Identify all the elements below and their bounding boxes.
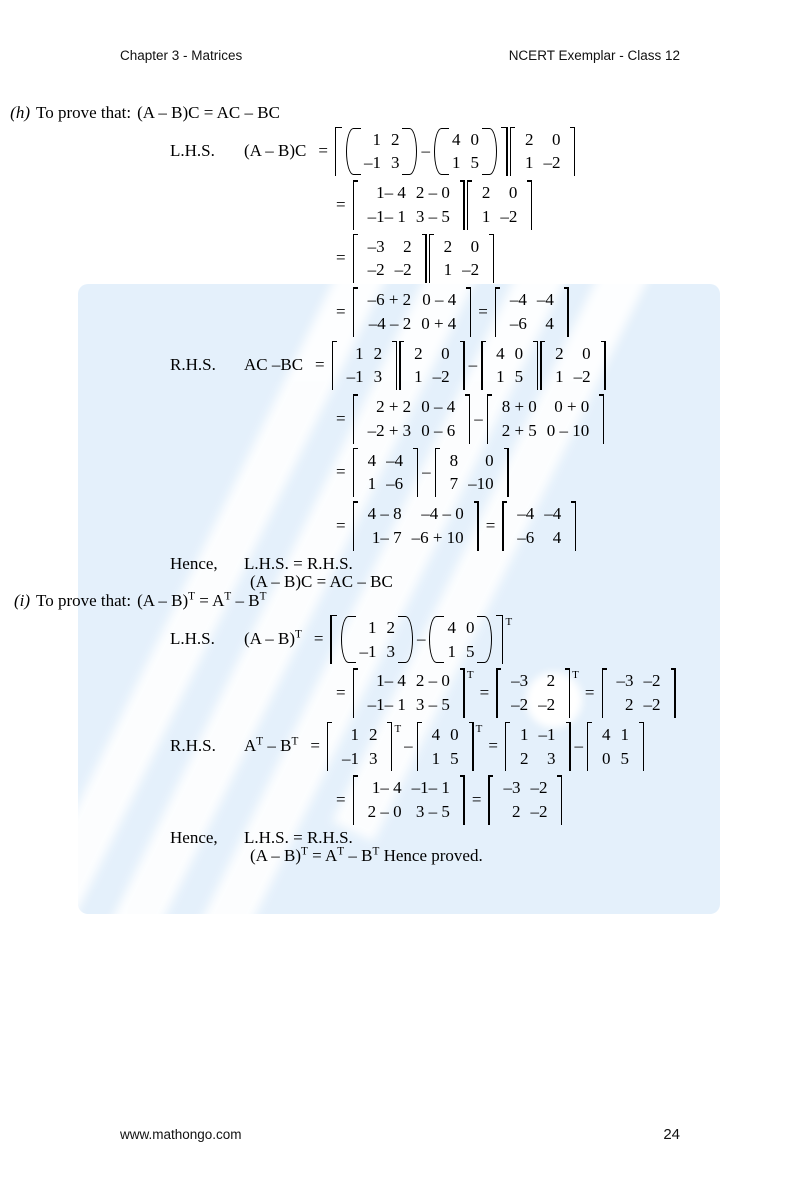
matrix-cell: 2 bbox=[481, 183, 491, 203]
matrix-cell: 4 bbox=[451, 129, 461, 149]
matrix-cell: 3 bbox=[547, 748, 556, 768]
matrix-C bbox=[510, 127, 576, 177]
rhs-expression-i: $A^T - B^T$ bbox=[244, 735, 299, 756]
matrix-B bbox=[429, 615, 492, 665]
matrix-cell: 0 – 4 bbox=[421, 397, 456, 417]
matrix-cell: 0 + 4 bbox=[421, 313, 457, 333]
matrix-A-minus-B-steps bbox=[353, 180, 465, 230]
matrix-cell: 2 bbox=[555, 343, 564, 363]
section-h-step3-line bbox=[0, 234, 800, 284]
matrix-cell: –2 bbox=[643, 671, 661, 691]
section-i-statement-prefix: To prove that: bbox=[36, 591, 132, 611]
matrix-cell: –4 – 0 bbox=[421, 504, 464, 524]
header-chapter-title: Chapter 3 - Matrices bbox=[120, 48, 243, 63]
section-i-step4-line bbox=[0, 775, 800, 825]
matrix-cell: –1– 1 bbox=[367, 695, 406, 714]
matrix-cell: 1 bbox=[620, 724, 629, 744]
section-h-rhs-line bbox=[0, 341, 800, 391]
equals-sign: = bbox=[471, 789, 482, 809]
conclusion-h: (A – B)C = AC – BC bbox=[250, 572, 393, 592]
matrix-cell: 3 bbox=[373, 367, 383, 387]
matrix-cell: 2 bbox=[368, 724, 378, 744]
matrix-cell: 0 – 4 bbox=[422, 290, 457, 310]
matrix-cell: 5 bbox=[470, 153, 479, 173]
matrix-cell: –2 bbox=[367, 260, 385, 280]
matrix-h-final-steps bbox=[353, 501, 479, 551]
minus-sign: – bbox=[421, 141, 430, 161]
matrix-cell: 7 bbox=[449, 474, 459, 494]
matrix-B bbox=[481, 341, 538, 391]
matrix-h-product-steps bbox=[353, 287, 472, 337]
matrix-B bbox=[434, 127, 497, 177]
matrix-A-minus-B-value bbox=[353, 234, 427, 284]
matrix-A bbox=[332, 341, 398, 391]
matrix-cell: –1– 1 bbox=[411, 778, 450, 798]
equals-sign: = bbox=[336, 408, 346, 428]
section-h-conclusion-line bbox=[0, 573, 800, 592]
matrix-cell: –2 bbox=[432, 367, 450, 387]
section-i-lhs-line bbox=[0, 615, 800, 665]
matrix-A-minus-B-steps bbox=[353, 668, 465, 718]
page-number: 24 bbox=[663, 1126, 680, 1143]
matrix-cell: 4 bbox=[545, 313, 554, 333]
matrix-cell: 1 bbox=[355, 343, 364, 363]
matrix-C bbox=[429, 234, 495, 284]
matrix-cell: 4 bbox=[496, 343, 505, 363]
matrix-cell: –2 bbox=[394, 260, 412, 280]
matrix-A-minus-B-transposed bbox=[602, 668, 676, 718]
matrix-cell: 1– 7 bbox=[371, 527, 402, 547]
matrix-i-final-steps bbox=[353, 775, 465, 825]
transpose-exponent: T bbox=[394, 722, 402, 735]
matrix-cell: 0 bbox=[582, 343, 591, 363]
matrix-cell: 0 bbox=[602, 748, 611, 768]
matrix-cell: 0 – 6 bbox=[421, 420, 456, 440]
matrix-cell: –2 bbox=[500, 206, 518, 226]
matrix-cell: 1 bbox=[496, 367, 505, 387]
matrix-cell: –1 bbox=[346, 367, 364, 387]
matrix-C bbox=[540, 341, 606, 391]
matrix-cell: 2 bbox=[443, 236, 453, 256]
matrix-cell: –6 bbox=[509, 313, 527, 333]
matrix-cell: 1– 4 bbox=[371, 778, 402, 798]
matrix-cell: 1 bbox=[524, 153, 534, 173]
matrix-AC-steps bbox=[353, 394, 471, 444]
matrix-cell: 2 bbox=[386, 617, 395, 637]
matrix-cell: –2 bbox=[530, 778, 548, 798]
section-i-step2-line bbox=[0, 668, 800, 718]
equals-sign: = bbox=[485, 515, 496, 535]
matrix-cell: –2 bbox=[530, 802, 548, 821]
lhs-label-i: L.H.S. bbox=[170, 629, 215, 649]
equals-sign: = bbox=[315, 355, 325, 375]
matrix-cell: 1– 4 bbox=[376, 671, 406, 691]
matrix-cell: –2 bbox=[573, 367, 591, 387]
equals-sign: = bbox=[318, 141, 328, 161]
matrix-C bbox=[399, 341, 465, 391]
bracket-left bbox=[335, 127, 344, 177]
matrix-cell: 2 bbox=[414, 343, 423, 363]
minus-sign: – bbox=[404, 736, 413, 756]
equals-sign: = bbox=[336, 515, 346, 535]
matrix-cell: –6 bbox=[386, 474, 404, 494]
matrix-cell: 2 + 2 bbox=[376, 397, 412, 417]
minus-sign: – bbox=[468, 355, 478, 375]
matrix-cell: 1 bbox=[520, 724, 529, 744]
matrix-cell: 0 bbox=[485, 450, 494, 470]
section-i-conclusion-line bbox=[0, 847, 800, 866]
section-h-step5-line bbox=[0, 394, 800, 444]
rhs-label-i: R.H.S. bbox=[170, 736, 216, 756]
matrix-i-rhs-result bbox=[488, 775, 562, 825]
matrix-BC-steps bbox=[487, 394, 605, 444]
matrix-B-transposed bbox=[587, 722, 644, 772]
matrix-h-rhs-result bbox=[502, 501, 576, 551]
equals-sign: = bbox=[478, 301, 488, 321]
matrix-cell: 0 bbox=[441, 343, 450, 363]
transpose-exponent: T bbox=[466, 669, 474, 682]
section-marker-i: (i) bbox=[13, 591, 30, 611]
matrix-cell: 5 bbox=[620, 748, 629, 768]
equals-sign: = bbox=[336, 248, 346, 268]
matrix-cell: 8 + 0 bbox=[501, 397, 537, 417]
matrix-cell: 2 bbox=[524, 129, 534, 149]
matrix-cell: 0 bbox=[514, 343, 524, 363]
matrix-cell: 0 bbox=[470, 129, 479, 149]
equals-sign: = bbox=[336, 194, 346, 214]
equals-sign: = bbox=[310, 736, 320, 756]
section-h-step7-line bbox=[0, 501, 800, 551]
matrix-A-minus-B-value bbox=[496, 668, 570, 718]
matrix-cell: 0 + 0 bbox=[554, 397, 590, 417]
matrix-cell: –1 bbox=[363, 153, 381, 173]
matrix-cell: –6 + 10 bbox=[411, 527, 464, 547]
transpose-exponent: T bbox=[475, 722, 483, 735]
matrix-cell: –4 – 2 bbox=[368, 313, 412, 333]
matrix-cell: 5 bbox=[514, 367, 524, 387]
minus-sign: – bbox=[416, 629, 426, 649]
matrix-cell: 4 bbox=[431, 724, 441, 744]
matrix-cell: 2 bbox=[625, 695, 634, 714]
matrix-cell: 0 bbox=[508, 183, 518, 203]
matrix-cell: 4 bbox=[447, 617, 456, 637]
matrix-cell: 1 bbox=[447, 641, 456, 661]
matrix-h-lhs-result bbox=[495, 287, 569, 337]
matrix-cell: 3 – 5 bbox=[415, 802, 450, 821]
matrix-cell: 2 bbox=[520, 748, 529, 768]
matrix-cell: –4 bbox=[544, 504, 562, 524]
section-i-statement-line bbox=[0, 592, 800, 611]
matrix-cell: 8 bbox=[449, 450, 459, 470]
matrix-cell: 2 – 0 bbox=[415, 671, 450, 691]
conclusion-i: $(A - B)^T = A^T - B^T$ Hence proved. bbox=[250, 845, 483, 866]
matrix-cell: 5 bbox=[465, 641, 475, 661]
matrix-cell: 0 – 10 bbox=[546, 420, 590, 440]
page-footer bbox=[120, 1126, 680, 1143]
equals-sign: = bbox=[313, 629, 324, 649]
matrix-cell: –3 bbox=[616, 671, 634, 691]
matrix-cell: –10 bbox=[468, 474, 494, 494]
matrix-cell: 0 bbox=[551, 129, 561, 149]
matrix-cell: 4 bbox=[552, 527, 562, 547]
rhs-label-h: R.H.S. bbox=[170, 355, 216, 375]
matrix-cell: 4 bbox=[367, 450, 377, 470]
equals-sign: = bbox=[336, 462, 346, 482]
outer-bracket-group bbox=[335, 127, 508, 177]
section-h-step2-line bbox=[0, 180, 800, 230]
matrix-cell: –2 bbox=[538, 695, 556, 714]
rhs-expression-h: AC –BC bbox=[244, 355, 304, 375]
matrix-cell: 1 bbox=[414, 367, 423, 387]
matrix-A bbox=[346, 127, 418, 177]
document-body bbox=[0, 104, 800, 866]
matrix-cell: 1 bbox=[481, 206, 491, 226]
hence-label-i: Hence, bbox=[170, 827, 218, 847]
equals-sign: = bbox=[488, 736, 498, 756]
matrix-cell: 2 – 0 bbox=[415, 183, 450, 203]
matrix-cell: 1 bbox=[372, 129, 381, 149]
section-h-lhs-line bbox=[0, 127, 800, 177]
matrix-B bbox=[417, 722, 474, 772]
matrix-AC-value bbox=[353, 448, 419, 498]
section-i-rhs-line bbox=[0, 722, 800, 772]
matrix-cell: 2 bbox=[403, 236, 412, 256]
matrix-cell: –1– 1 bbox=[367, 206, 406, 226]
matrix-cell: –4 bbox=[509, 290, 527, 310]
section-i-statement: $(A - B)^T = A^T - B^T$ bbox=[137, 590, 267, 611]
matrix-cell: –2 bbox=[511, 695, 529, 714]
matrix-cell: 1– 4 bbox=[376, 183, 406, 203]
matrix-A bbox=[327, 722, 393, 772]
matrix-cell: 1 bbox=[451, 153, 461, 173]
matrix-A bbox=[341, 615, 413, 665]
matrix-cell: 5 bbox=[450, 748, 459, 768]
matrix-cell: 2 bbox=[390, 129, 400, 149]
matrix-cell: –3 bbox=[367, 236, 385, 256]
bracket-left bbox=[330, 615, 339, 665]
matrix-cell: 3 – 5 bbox=[415, 206, 450, 226]
minus-sign: – bbox=[422, 462, 431, 482]
lhs-label-h: L.H.S. bbox=[170, 141, 215, 161]
matrix-cell: 1 bbox=[555, 367, 564, 387]
matrix-cell: –6 + 2 bbox=[367, 290, 412, 310]
matrix-cell: –4 bbox=[517, 504, 535, 524]
matrix-cell: 3 bbox=[386, 641, 395, 661]
matrix-cell: 1 bbox=[443, 260, 453, 280]
matrix-cell: –4 bbox=[536, 290, 554, 310]
section-h-statement: (A – B)C = AC – BC bbox=[137, 103, 280, 122]
matrix-cell: 0 bbox=[465, 617, 475, 637]
matrix-cell: –2 bbox=[643, 695, 661, 714]
minus-sign: – bbox=[574, 736, 583, 756]
matrix-cell: –3 bbox=[503, 778, 521, 798]
matrix-cell: –1 bbox=[538, 724, 556, 744]
section-marker-h: (h) bbox=[10, 103, 30, 122]
matrix-cell: –2 bbox=[462, 260, 480, 280]
matrix-cell: 2 + 5 bbox=[501, 420, 537, 440]
matrix-cell: –1 bbox=[359, 641, 377, 661]
transpose-exponent: T bbox=[572, 669, 579, 682]
matrix-A-transposed bbox=[505, 722, 571, 772]
hence-equation-h: L.H.S. = R.H.S. bbox=[244, 553, 353, 573]
outer-bracket-group bbox=[330, 615, 503, 665]
matrix-cell: 4 – 8 bbox=[367, 504, 402, 524]
section-h-hence-line bbox=[0, 555, 800, 574]
bracket-right bbox=[499, 127, 508, 177]
hence-equation-i: L.H.S. = R.H.S. bbox=[244, 827, 353, 847]
hence-label-h: Hence, bbox=[170, 553, 218, 573]
equals-sign: = bbox=[336, 682, 346, 702]
matrix-cell: 0 bbox=[470, 236, 480, 256]
matrix-cell: –4 bbox=[386, 450, 404, 470]
matrix-cell: –6 bbox=[517, 527, 535, 547]
matrix-cell: 3 bbox=[390, 153, 400, 173]
lhs-expression-i: (A – B)$^T$ bbox=[244, 628, 302, 649]
matrix-cell: –2 + 3 bbox=[367, 420, 412, 440]
section-h-statement-prefix: To prove that: bbox=[36, 103, 132, 122]
footer-website: www.mathongo.com bbox=[120, 1127, 242, 1142]
equals-sign: = bbox=[336, 301, 346, 321]
page-header bbox=[120, 48, 680, 63]
matrix-cell: 0 bbox=[450, 724, 459, 744]
matrix-cell: 1 bbox=[367, 474, 377, 494]
matrix-C bbox=[467, 180, 533, 230]
matrix-cell: 2 bbox=[373, 343, 383, 363]
matrix-cell: 4 bbox=[602, 724, 611, 744]
section-h-step6-line bbox=[0, 448, 800, 498]
matrix-cell: 3 bbox=[368, 748, 378, 768]
matrix-cell: 2 bbox=[511, 802, 521, 821]
equals-sign: = bbox=[479, 682, 490, 702]
matrix-BC-value bbox=[435, 448, 509, 498]
matrix-cell: –1 bbox=[341, 748, 359, 768]
minus-sign: – bbox=[474, 408, 483, 428]
matrix-cell: –3 bbox=[511, 671, 529, 691]
matrix-cell: 1 bbox=[431, 748, 441, 768]
equals-sign: = bbox=[336, 789, 346, 809]
section-i-hence-line bbox=[0, 829, 800, 848]
matrix-cell: 1 bbox=[367, 617, 377, 637]
lhs-expression-h: (A – B)C bbox=[244, 141, 307, 161]
bracket-right bbox=[494, 615, 503, 665]
matrix-cell: 3 – 5 bbox=[415, 695, 450, 714]
section-h-statement-line bbox=[0, 104, 800, 123]
matrix-cell: 2 bbox=[546, 671, 556, 691]
header-book-title: NCERT Exemplar - Class 12 bbox=[508, 48, 680, 63]
section-h-step4-line bbox=[0, 287, 800, 337]
equals-sign: = bbox=[584, 682, 595, 702]
transpose-exponent: T bbox=[505, 615, 513, 628]
matrix-cell: 2 – 0 bbox=[367, 802, 402, 821]
matrix-cell: –2 bbox=[543, 153, 561, 173]
matrix-cell: 1 bbox=[350, 724, 359, 744]
